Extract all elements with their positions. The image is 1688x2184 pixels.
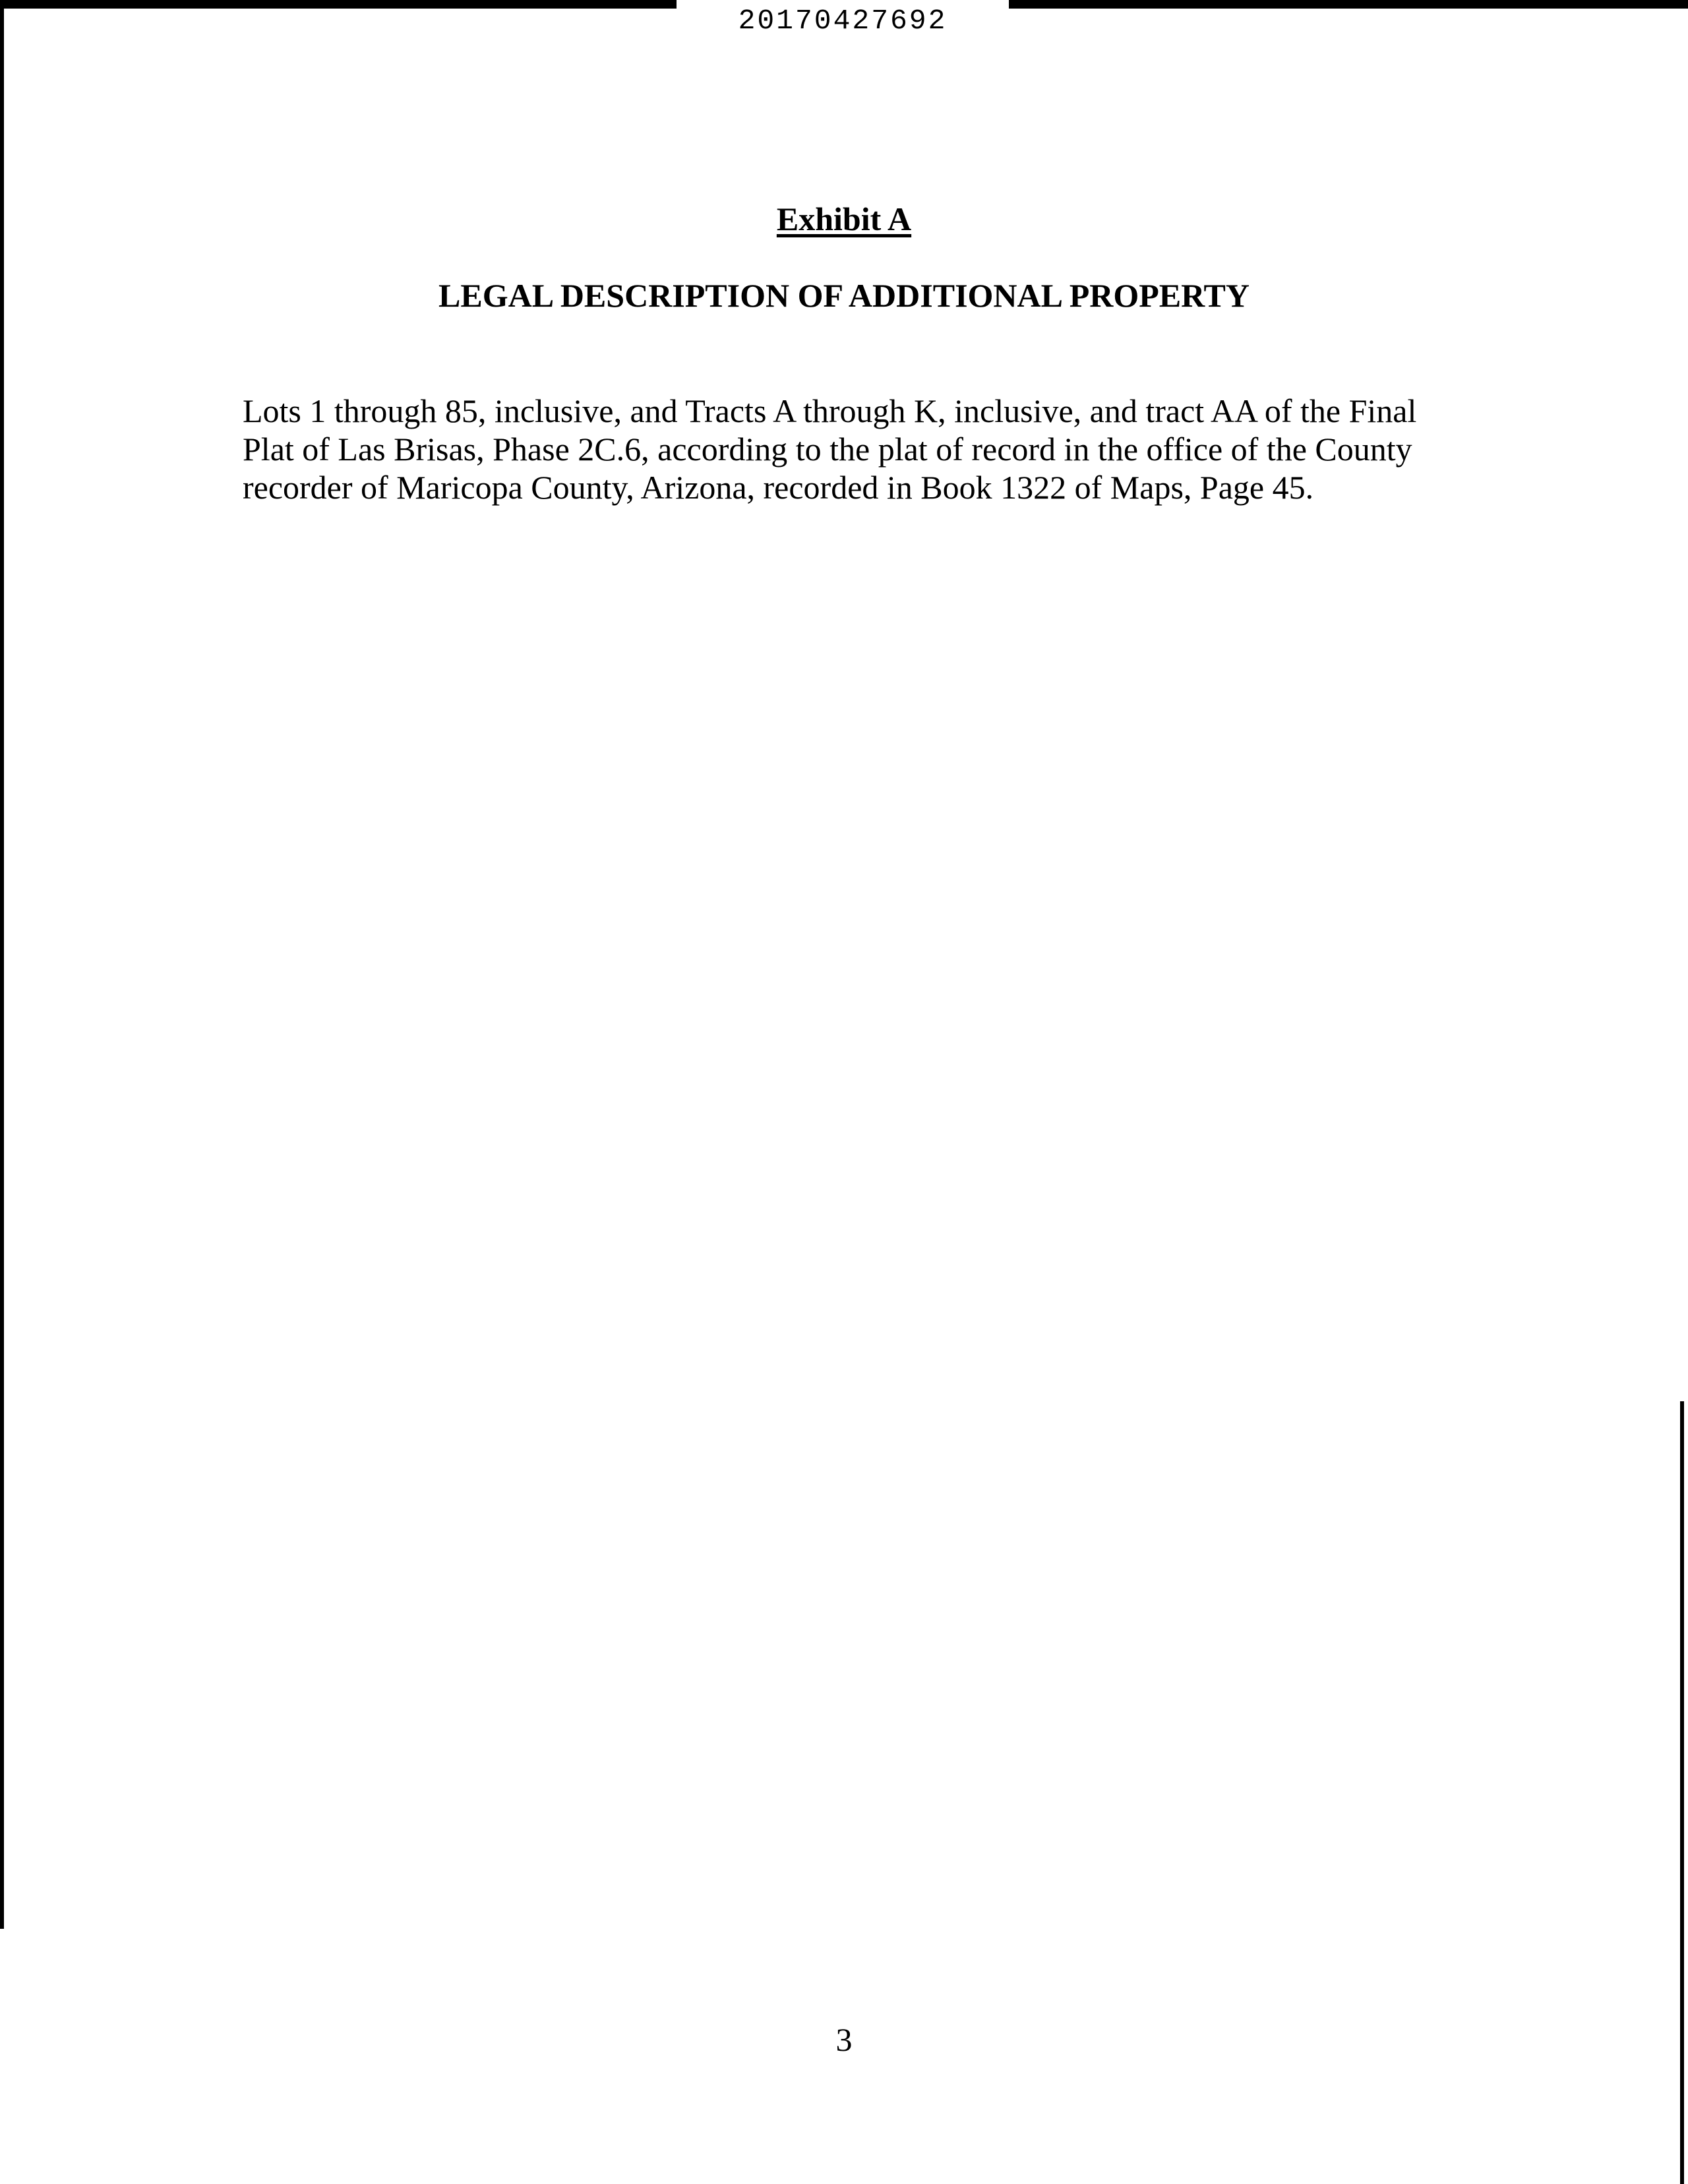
scan-border-top-left — [0, 0, 677, 9]
legal-description-paragraph — [243, 392, 1449, 506]
paragraph-line: Plat of Las Brisas, Phase 2C.6, according to the plat of record in the office of the County — [243, 431, 1412, 468]
exhibit-title: Exhibit A — [776, 200, 912, 237]
paragraph-line: recorder of Maricopa County, Arizona, recorded in Book 1322 of Maps, Page 45. — [243, 469, 1314, 506]
section-heading: LEGAL DESCRIPTION OF ADDITIONAL PROPERTY — [438, 277, 1250, 314]
scan-border-right — [1680, 1401, 1684, 2184]
paragraph-line: Lots 1 through 85, inclusive, and Tracts A through K, inclusive, and tract AA of the Final — [243, 392, 1417, 429]
scan-border-top-right — [1009, 0, 1688, 9]
recording-number: 20170427692 — [738, 5, 948, 37]
page-number: 3 — [835, 2021, 853, 2058]
